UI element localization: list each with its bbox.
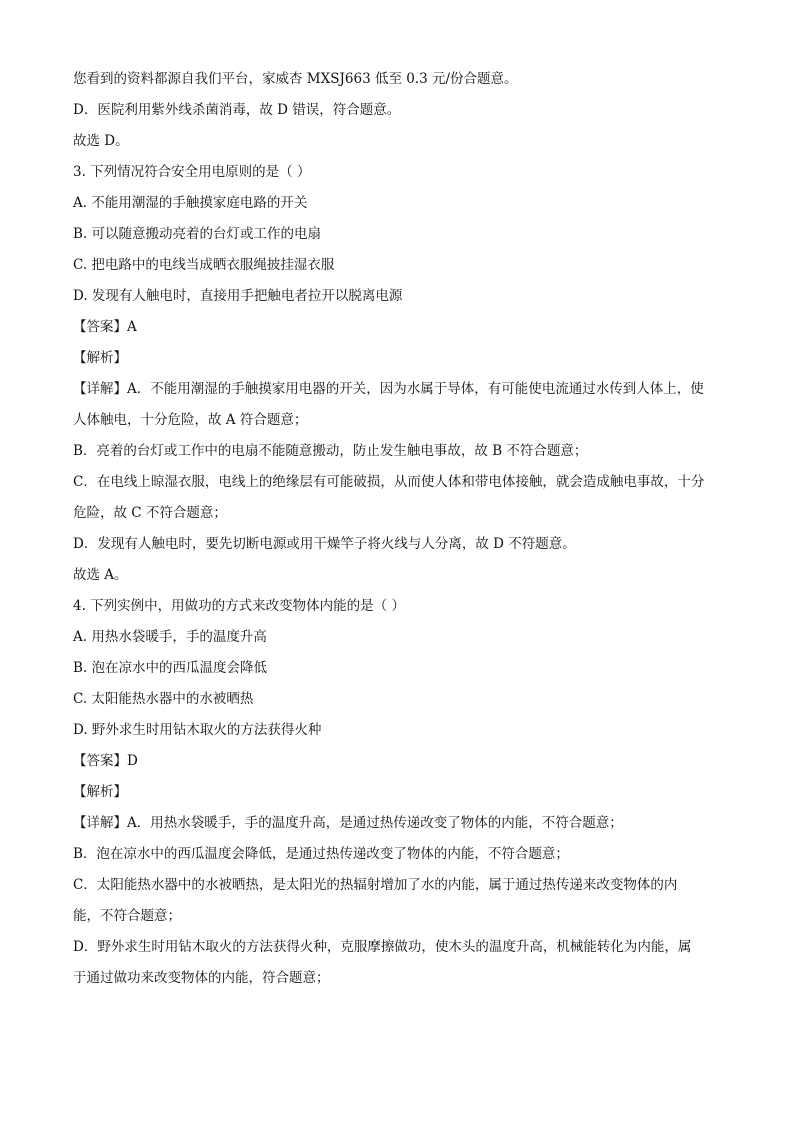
q3-detail-c-line2: 危险，故 C 不符合题意； xyxy=(73,505,227,521)
q4-option-b: B. 泡在凉水中的西瓜温度会降低 xyxy=(73,660,268,676)
q3-answer: 【答案】A xyxy=(73,319,137,335)
q4-detail-c-line2: 能，不符合题意； xyxy=(73,908,181,924)
q4-detail-c-line1: C．太阳能热水器中的水被晒热，是太阳光的热辐射增加了水的内能，属于通过热传递来改变物体的内 xyxy=(73,877,678,893)
q3-option-b: B. 可以随意搬动亮着的台灯或工作的电扇 xyxy=(73,226,322,242)
q4-detail-d-line2: 于通过做功来改变物体的内能，符合题意； xyxy=(73,970,330,986)
q2-option-d-explanation: D．医院利用紫外线杀菌消毒，故 D 错误，符合题意。 xyxy=(73,102,401,118)
document-body xyxy=(73,64,733,994)
q4-detail-b: B．泡在凉水中的西瓜温度会降低，是通过热传递改变了物体的内能，不符合题意； xyxy=(73,846,569,862)
q4-stem: 4. 下列实例中，用做功的方式来改变物体内能的是（ ） xyxy=(73,598,405,614)
q3-final-choice: 故选 A。 xyxy=(73,567,128,583)
q4-detail-a: 【详解】A．用热水袋暖手，手的温度升高，是通过热传递改变了物体的内能，不符合题意； xyxy=(73,815,623,831)
q4-analysis-heading: 【解析】 xyxy=(73,784,127,800)
q4-option-d: D. 野外求生时用钻木取火的方法获得火种 xyxy=(73,722,322,738)
q3-detail-c-line1: C．在电线上晾湿衣服，电线上的绝缘层有可能破损，从而使人体和带电体接触，就会造成触电事故，十分 xyxy=(73,474,705,490)
q4-detail-d-line1: D．野外求生时用钻木取火的方法获得火种，克服摩擦做功，使木头的温度升高，机械能转化为内能，属 xyxy=(73,939,692,955)
q3-detail-a-line2: 人体触电，十分危险，故 A 符合题意； xyxy=(73,412,308,428)
q3-option-d: D. 发现有人触电时，直接用手把触电者拉开以脱离电源 xyxy=(73,288,403,304)
q3-option-c: C. 把电路中的电线当成晒衣服绳披挂湿衣服 xyxy=(73,257,335,273)
q4-option-a: A. 用热水袋暖手，手的温度升高 xyxy=(73,629,267,645)
q2-final-choice: 故选 D。 xyxy=(73,133,129,149)
intro-line: 您看到的资料都源自我们平台，家威杏 MXSJ663 低至 0.3 元/份合题意。 xyxy=(73,71,518,87)
q3-detail-b: B．亮着的台灯或工作中的电扇不能随意搬动，防止发生触电事故，故 B 不符合题意； xyxy=(73,443,588,459)
q4-option-c: C. 太阳能热水器中的水被晒热 xyxy=(73,691,254,707)
q3-detail-d: D．发现有人触电时，要先切断电源或用干燥竿子将火线与人分离，故 D 不符题意。 xyxy=(73,536,576,552)
q3-analysis-heading: 【解析】 xyxy=(73,350,127,366)
q4-answer: 【答案】D xyxy=(73,753,138,769)
q3-detail-a-line1: 【详解】A．不能用潮湿的手触摸家用电器的开关，因为水属于导体，有可能使电流通过水传到人体上，使 xyxy=(73,381,704,397)
q3-stem: 3. 下列情况符合安全用电原则的是（ ） xyxy=(73,164,311,180)
q3-option-a: A. 不能用潮湿的手触摸家庭电路的开关 xyxy=(73,195,308,211)
